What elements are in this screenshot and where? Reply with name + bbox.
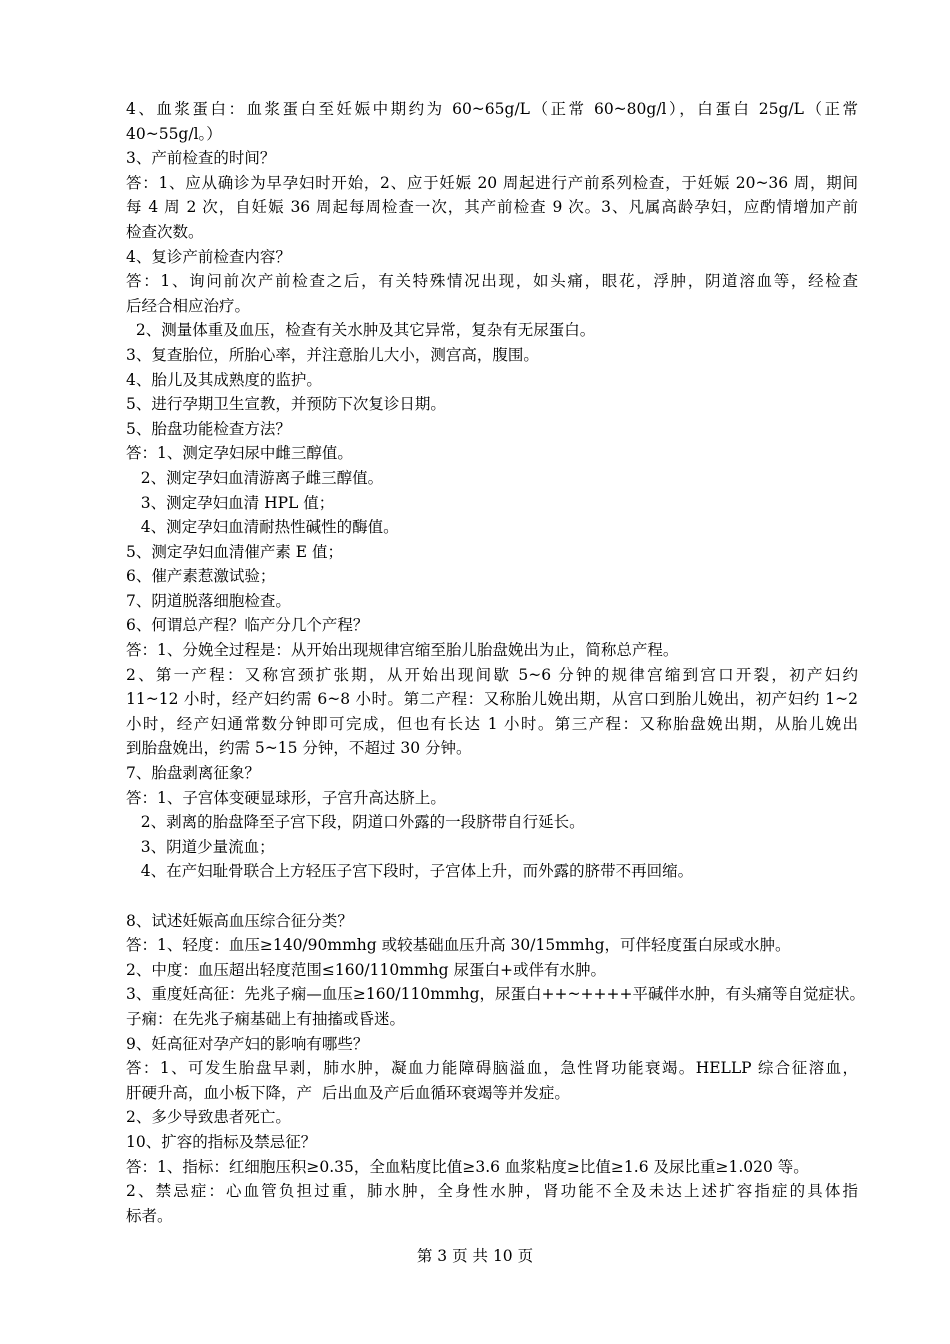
text-line: 4、复诊产前检查内容？ bbox=[126, 247, 291, 266]
text-line: 10、扩容的指标及禁忌征？ bbox=[126, 1132, 317, 1151]
text-line: 3、复查胎位，所胎心率，并注意胎儿大小，测宫高，腹围。 bbox=[126, 345, 539, 364]
text-line: 答：1、分娩全过程是：从开始出现规律宫缩至胎儿胎盘娩出为止，简称总产程。 bbox=[126, 641, 679, 660]
blank-line bbox=[126, 884, 858, 909]
text-line: 5、进行孕期卫生宣教，并预防下次复诊日期。 bbox=[126, 395, 446, 414]
text-line: 3、产前检查的时间？ bbox=[126, 149, 276, 168]
text-line: 答：1、轻度：血压≥140/90mmhg 或较基础血压升高 30/15mmhg，可伴轻度蛋白尿或水肿。 bbox=[126, 936, 791, 955]
text-line: 3、重度妊高征：先兆子痫—血压≥160/110mmhg，尿蛋白++~++++平碱伴水肿，有头痛等自觉症状。 bbox=[126, 985, 865, 1004]
page-footer: 第 3 页 共 10 页 bbox=[416, 1247, 534, 1265]
text-line: 子痫：在先兆子痫基础上有抽搐或昏迷。 bbox=[126, 1009, 406, 1028]
text-line: 3、测定孕妇血清 HPL 值； bbox=[126, 493, 335, 512]
text-line: 2、多少导致患者死亡。 bbox=[126, 1108, 291, 1127]
text-line: 8、试述妊娠高血压综合征分类？ bbox=[126, 911, 353, 930]
text-line: 5、胎盘功能检查方法？ bbox=[126, 419, 291, 438]
text-line: 答：1、指标：红细胞压积≥0.35，全血粘度比值≥3.6 血浆粘度≥比值≥1.6 及尿比重≥1.020 等。 bbox=[126, 1157, 809, 1176]
text-line: 2、中度：血压超出轻度范围≤160/110mmhg 尿蛋白+或伴有水肿。 bbox=[126, 960, 606, 979]
document-body bbox=[126, 97, 865, 1228]
text-line: 7、胎盘剥离征象？ bbox=[126, 764, 260, 783]
text-line: 4、在产妇耻骨联合上方轻压子宫下段时，子宫体上升，而外露的脐带不再回缩。 bbox=[126, 862, 694, 881]
text-line: 答：1、可发生胎盘早剥，肺水肿，凝血力能障碍脑溢血，急性肾功能衰竭。HELLP 综合征溶血， bbox=[126, 1059, 858, 1078]
text-line: 11~12 小时，经产妇约需 6~8 小时。第二产程：又称胎儿娩出期，从宫口到胎儿娩出，初产妇约 1~2 bbox=[126, 690, 858, 709]
text-line: 小时，经产妇通常数分钟即可完成，但也有长达 1 小时。第三产程：又称胎盘娩出期，从胎儿娩出 bbox=[126, 714, 859, 733]
text-line: 到胎盘娩出，约需 5~15 分钟，不超过 30 分钟。 bbox=[126, 739, 472, 758]
text-line: 标者。 bbox=[126, 1206, 173, 1225]
text-line: 4、胎儿及其成熟度的监护。 bbox=[126, 370, 322, 389]
text-line: 2、剥离的胎盘降至子宫下段，阴道口外露的一段脐带自行延长。 bbox=[126, 813, 585, 832]
text-line: 检查次数。 bbox=[126, 222, 204, 241]
text-line: 3、阴道少量流血； bbox=[126, 837, 275, 856]
text-line: 答：1、应从确诊为早孕妇时开始，2、应于妊娠 20 周起进行产前系列检查，于妊娠 20~36 周，期间 bbox=[126, 173, 858, 192]
text-line: 6、催产素惹激试验； bbox=[126, 567, 276, 586]
text-line: 2、第一产程：又称宫颈扩张期，从开始出现间歇 5~6 分钟的规律宫缩到宫口开裂，初产妇约 bbox=[126, 665, 858, 684]
text-line: 5、测定孕妇血清催产素 E 值； bbox=[126, 542, 344, 561]
text-line: 6、何谓总产程？临产分几个产程？ bbox=[126, 616, 369, 635]
text-line: 每 4 周 2 次，自妊娠 36 周起每周检查一次，其产前检查 9 次。3、凡属高龄孕妇，应酌情增加产前 bbox=[126, 198, 858, 217]
text-line: 答：1、询问前次产前检查之后，有关特殊情况出现，如头痛，眼花，浮肿，阴道溶血等，经检查 bbox=[126, 272, 858, 291]
text-line: 肝硬升高，血小板下降，产 后出血及产后血循环衰竭等并发症。 bbox=[126, 1083, 570, 1102]
text-line: 4、血浆蛋白：血浆蛋白至妊娠中期约为 60~65g/L（正常 60~80g/l），白蛋白 25g/L（正常 bbox=[126, 100, 858, 118]
text-line: 后经合相应治疗。 bbox=[126, 296, 251, 315]
text-line: 4、测定孕妇血清耐热性碱性的酶值。 bbox=[126, 518, 399, 537]
text-line: 2、测定孕妇血清游离子雌三醇值。 bbox=[126, 468, 384, 487]
text-line: 9、妊高征对孕产妇的影响有哪些？ bbox=[126, 1034, 369, 1053]
text-line: 2、禁忌症：心血管负担过重，肺水肿，全身性水肿，肾功能不全及未达上述扩容指症的具体指 bbox=[126, 1182, 858, 1201]
text-line: 7、阴道脱落细胞检查。 bbox=[126, 591, 291, 610]
text-line: 2、测量体重及血压，检查有关水肿及其它异常，复杂有无尿蛋白。 bbox=[126, 321, 596, 340]
text-line: 答：1、子宫体变硬显球形，子宫升高达脐上。 bbox=[126, 788, 446, 807]
text-line: 答：1、测定孕妇尿中雌三醇值。 bbox=[126, 444, 353, 463]
text-line: 40~55g/l。） bbox=[126, 124, 222, 143]
